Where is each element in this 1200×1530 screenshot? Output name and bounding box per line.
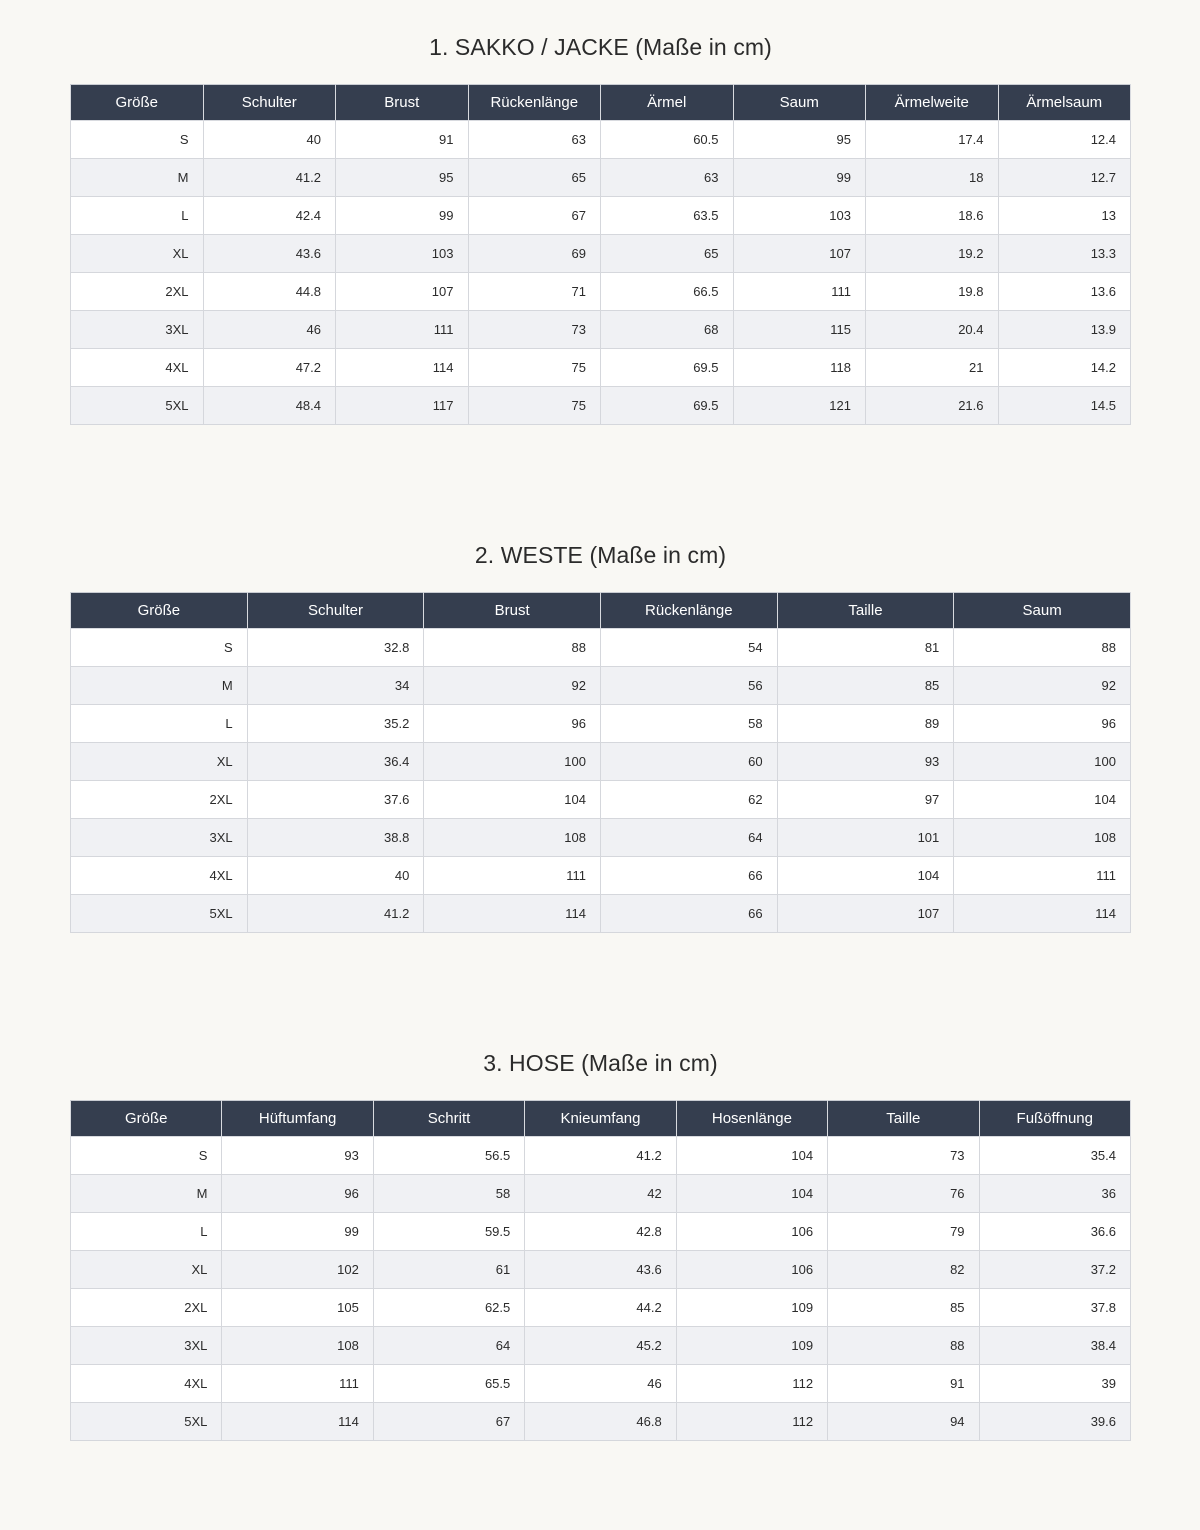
measure-cell: 82 — [828, 1251, 979, 1289]
section-title-jacket: 1. SAKKO / JACKE (Maße in cm) — [429, 34, 772, 60]
measure-cell: 46.8 — [525, 1403, 676, 1441]
measure-cell: 18.6 — [866, 197, 999, 235]
table-row — [71, 349, 1131, 387]
measure-cell: 111 — [733, 273, 866, 311]
measure-cell: 54 — [600, 629, 777, 667]
size-cell: S — [71, 629, 248, 667]
measure-cell: 92 — [424, 667, 601, 705]
measure-cell: 37.6 — [247, 781, 424, 819]
measure-cell: 66 — [600, 857, 777, 895]
measure-cell: 96 — [954, 705, 1131, 743]
measure-cell: 48.4 — [203, 387, 336, 425]
section-title-vest: 2. WESTE (Maße in cm) — [474, 542, 727, 568]
measure-cell: 93 — [777, 743, 954, 781]
measure-cell: 114 — [222, 1403, 373, 1441]
column-header: Ärmelsaum — [998, 85, 1131, 121]
table-row — [71, 781, 1131, 819]
size-cell: 2XL — [71, 1289, 222, 1327]
measure-cell: 35.2 — [247, 705, 424, 743]
measure-cell: 112 — [676, 1403, 827, 1441]
measure-cell: 109 — [676, 1289, 827, 1327]
column-header: Ärmel — [601, 85, 734, 121]
measure-cell: 97 — [777, 781, 954, 819]
measure-cell: 104 — [676, 1137, 827, 1175]
size-cell: M — [71, 159, 204, 197]
measure-cell: 101 — [777, 819, 954, 857]
measure-cell: 100 — [954, 743, 1131, 781]
measure-cell: 64 — [600, 819, 777, 857]
section-pants — [70, 1043, 1131, 1441]
measure-cell: 56.5 — [373, 1137, 524, 1175]
measure-cell: 94 — [828, 1403, 979, 1441]
size-cell: 3XL — [71, 311, 204, 349]
measure-cell: 21 — [866, 349, 999, 387]
column-header: Taille — [777, 593, 954, 629]
measure-cell: 102 — [222, 1251, 373, 1289]
column-header: Saum — [954, 593, 1131, 629]
column-header: Saum — [733, 85, 866, 121]
measure-cell: 73 — [468, 311, 601, 349]
column-header: Schulter — [247, 593, 424, 629]
column-header: Größe — [71, 593, 248, 629]
measure-cell: 40 — [203, 121, 336, 159]
measure-cell: 21.6 — [866, 387, 999, 425]
measure-cell: 73 — [828, 1137, 979, 1175]
measure-cell: 114 — [336, 349, 469, 387]
measure-cell: 63 — [468, 121, 601, 159]
measure-cell: 68 — [601, 311, 734, 349]
column-header: Brust — [336, 85, 469, 121]
measure-cell: 111 — [954, 857, 1131, 895]
measure-cell: 88 — [954, 629, 1131, 667]
measure-cell: 38.4 — [979, 1327, 1130, 1365]
measure-cell: 44.8 — [203, 273, 336, 311]
measure-cell: 111 — [222, 1365, 373, 1403]
measure-cell: 108 — [222, 1327, 373, 1365]
table-row — [71, 1327, 1131, 1365]
measure-cell: 103 — [336, 235, 469, 273]
measure-cell: 105 — [222, 1289, 373, 1327]
table-row — [71, 1365, 1131, 1403]
size-cell: 2XL — [71, 273, 204, 311]
measure-cell: 88 — [828, 1327, 979, 1365]
measure-cell: 104 — [777, 857, 954, 895]
column-header: Brust — [424, 593, 601, 629]
measure-cell: 66 — [600, 895, 777, 933]
measure-cell: 117 — [336, 387, 469, 425]
measure-cell: 92 — [954, 667, 1131, 705]
measure-cell: 39.6 — [979, 1403, 1130, 1441]
measure-cell: 37.2 — [979, 1251, 1130, 1289]
table-row — [71, 1289, 1131, 1327]
measure-cell: 46 — [525, 1365, 676, 1403]
measure-cell: 58 — [600, 705, 777, 743]
column-header: Taille — [828, 1101, 979, 1137]
size-cell: 3XL — [71, 1327, 222, 1365]
measure-cell: 43.6 — [203, 235, 336, 273]
size-cell: 5XL — [71, 1403, 222, 1441]
measure-cell: 95 — [733, 121, 866, 159]
measure-cell: 71 — [468, 273, 601, 311]
size-cell: 4XL — [71, 1365, 222, 1403]
table-header-row — [71, 1101, 1131, 1137]
measure-cell: 112 — [676, 1365, 827, 1403]
measure-cell: 67 — [468, 197, 601, 235]
measure-cell: 99 — [336, 197, 469, 235]
measure-cell: 44.2 — [525, 1289, 676, 1327]
measure-cell: 36.6 — [979, 1213, 1130, 1251]
measure-cell: 69 — [468, 235, 601, 273]
size-cell: 3XL — [71, 819, 248, 857]
measure-cell: 63.5 — [601, 197, 734, 235]
measure-cell: 60 — [600, 743, 777, 781]
measure-cell: 67 — [373, 1403, 524, 1441]
measure-cell: 115 — [733, 311, 866, 349]
measure-cell: 114 — [954, 895, 1131, 933]
size-table-vest — [70, 592, 1131, 933]
table-row — [71, 1403, 1131, 1441]
measure-cell: 37.8 — [979, 1289, 1130, 1327]
measure-cell: 42 — [525, 1175, 676, 1213]
size-cell: XL — [71, 235, 204, 273]
measure-cell: 60.5 — [601, 121, 734, 159]
measure-cell: 13.9 — [998, 311, 1131, 349]
measure-cell: 35.4 — [979, 1137, 1130, 1175]
measure-cell: 46 — [203, 311, 336, 349]
column-header: Fußöffnung — [979, 1101, 1130, 1137]
measure-cell: 75 — [468, 387, 601, 425]
size-cell: 4XL — [71, 857, 248, 895]
measure-cell: 12.7 — [998, 159, 1131, 197]
measure-cell: 18 — [866, 159, 999, 197]
measure-cell: 59.5 — [373, 1213, 524, 1251]
column-header: Schulter — [203, 85, 336, 121]
measure-cell: 108 — [424, 819, 601, 857]
measure-cell: 65 — [468, 159, 601, 197]
column-header: Knieumfang — [525, 1101, 676, 1137]
measure-cell: 89 — [777, 705, 954, 743]
size-cell: 5XL — [71, 895, 248, 933]
measure-cell: 36.4 — [247, 743, 424, 781]
measure-cell: 19.8 — [866, 273, 999, 311]
table-row — [71, 819, 1131, 857]
size-cell: L — [71, 705, 248, 743]
table-row — [71, 159, 1131, 197]
measure-cell: 107 — [733, 235, 866, 273]
size-cell: S — [71, 121, 204, 159]
measure-cell: 104 — [676, 1175, 827, 1213]
table-row — [71, 235, 1131, 273]
measure-cell: 13.3 — [998, 235, 1131, 273]
measure-cell: 95 — [336, 159, 469, 197]
measure-cell: 65 — [601, 235, 734, 273]
measure-cell: 13.6 — [998, 273, 1131, 311]
measure-cell: 62.5 — [373, 1289, 524, 1327]
measure-cell: 66.5 — [601, 273, 734, 311]
measure-cell: 96 — [222, 1175, 373, 1213]
column-header: Größe — [71, 1101, 222, 1137]
size-table-pants — [70, 1100, 1131, 1441]
measure-cell: 32.8 — [247, 629, 424, 667]
measure-cell: 76 — [828, 1175, 979, 1213]
size-cell: M — [71, 667, 248, 705]
measure-cell: 88 — [424, 629, 601, 667]
measure-cell: 96 — [424, 705, 601, 743]
measure-cell: 20.4 — [866, 311, 999, 349]
measure-cell: 107 — [777, 895, 954, 933]
measure-cell: 93 — [222, 1137, 373, 1175]
measure-cell: 79 — [828, 1213, 979, 1251]
measure-cell: 14.2 — [998, 349, 1131, 387]
size-cell: 4XL — [71, 349, 204, 387]
size-cell: 5XL — [71, 387, 204, 425]
measure-cell: 114 — [424, 895, 601, 933]
table-row — [71, 121, 1131, 159]
table-row — [71, 387, 1131, 425]
measure-cell: 91 — [828, 1365, 979, 1403]
measure-cell: 106 — [676, 1251, 827, 1289]
measure-cell: 62 — [600, 781, 777, 819]
measure-cell: 81 — [777, 629, 954, 667]
measure-cell: 41.2 — [203, 159, 336, 197]
measure-cell: 64 — [373, 1327, 524, 1365]
measure-cell: 103 — [733, 197, 866, 235]
measure-cell: 69.5 — [601, 387, 734, 425]
table-row — [71, 895, 1131, 933]
size-cell: L — [71, 197, 204, 235]
measure-cell: 99 — [222, 1213, 373, 1251]
size-cell: S — [71, 1137, 222, 1175]
table-row — [71, 667, 1131, 705]
measure-cell: 111 — [336, 311, 469, 349]
size-cell: XL — [71, 743, 248, 781]
table-row — [71, 743, 1131, 781]
size-cell: XL — [71, 1251, 222, 1289]
measure-cell: 61 — [373, 1251, 524, 1289]
table-row — [71, 311, 1131, 349]
measure-cell: 41.2 — [525, 1137, 676, 1175]
measure-cell: 36 — [979, 1175, 1130, 1213]
table-row — [71, 1251, 1131, 1289]
column-header: Rückenlänge — [600, 593, 777, 629]
measure-cell: 39 — [979, 1365, 1130, 1403]
measure-cell: 85 — [777, 667, 954, 705]
column-header: Größe — [71, 85, 204, 121]
measure-cell: 65.5 — [373, 1365, 524, 1403]
table-row — [71, 1137, 1131, 1175]
measure-cell: 91 — [336, 121, 469, 159]
measure-cell: 75 — [468, 349, 601, 387]
measure-cell: 47.2 — [203, 349, 336, 387]
table-row — [71, 857, 1131, 895]
measure-cell: 107 — [336, 273, 469, 311]
measure-cell: 42.8 — [525, 1213, 676, 1251]
measure-cell: 19.2 — [866, 235, 999, 273]
measure-cell: 63 — [601, 159, 734, 197]
measure-cell: 12.4 — [998, 121, 1131, 159]
measure-cell: 99 — [733, 159, 866, 197]
table-row — [71, 1175, 1131, 1213]
section-vest — [70, 535, 1131, 933]
measure-cell: 104 — [954, 781, 1131, 819]
measure-cell: 38.8 — [247, 819, 424, 857]
measure-cell: 58 — [373, 1175, 524, 1213]
column-header: Hüftumfang — [222, 1101, 373, 1137]
table-row — [71, 273, 1131, 311]
column-header: Schritt — [373, 1101, 524, 1137]
measure-cell: 118 — [733, 349, 866, 387]
measure-cell: 34 — [247, 667, 424, 705]
table-row — [71, 197, 1131, 235]
section-jacket — [70, 27, 1131, 425]
measure-cell: 121 — [733, 387, 866, 425]
measure-cell: 108 — [954, 819, 1131, 857]
measure-cell: 111 — [424, 857, 601, 895]
measure-cell: 13 — [998, 197, 1131, 235]
measure-cell: 109 — [676, 1327, 827, 1365]
size-cell: L — [71, 1213, 222, 1251]
measure-cell: 40 — [247, 857, 424, 895]
measure-cell: 45.2 — [525, 1327, 676, 1365]
table-row — [71, 1213, 1131, 1251]
column-header: Rückenlänge — [468, 85, 601, 121]
table-row — [71, 705, 1131, 743]
measure-cell: 69.5 — [601, 349, 734, 387]
measure-cell: 42.4 — [203, 197, 336, 235]
measure-cell: 100 — [424, 743, 601, 781]
size-cell: M — [71, 1175, 222, 1213]
measure-cell: 14.5 — [998, 387, 1131, 425]
measure-cell: 106 — [676, 1213, 827, 1251]
measure-cell: 17.4 — [866, 121, 999, 159]
measure-cell: 85 — [828, 1289, 979, 1327]
table-header-row — [71, 85, 1131, 121]
section-title-pants: 3. HOSE (Maße in cm) — [483, 1050, 718, 1076]
table-header-row — [71, 593, 1131, 629]
column-header: Ärmelweite — [866, 85, 999, 121]
table-row — [71, 629, 1131, 667]
size-cell: 2XL — [71, 781, 248, 819]
measure-cell: 43.6 — [525, 1251, 676, 1289]
size-table-jacket — [70, 84, 1131, 425]
measure-cell: 41.2 — [247, 895, 424, 933]
measure-cell: 56 — [600, 667, 777, 705]
column-header: Hosenlänge — [676, 1101, 827, 1137]
measure-cell: 104 — [424, 781, 601, 819]
